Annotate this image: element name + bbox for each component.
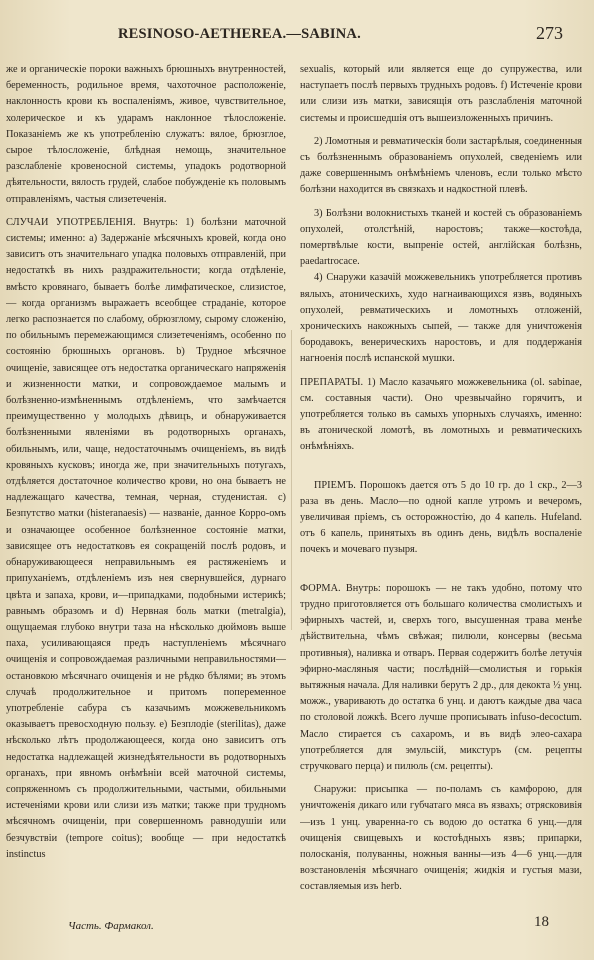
left-column <box>6 62 286 930</box>
running-title: RESINOSO-AETHEREA.—SABINA. <box>118 26 361 42</box>
paragraph: 3) Болѣзни волокнистыхъ тканей и костей съ образованіемъ опухолей, отолстѣній, наростовъ; также—костоѣда, помертвѣлые кости, выпреніе остей, англійская болѣзнь, paedartrocace. <box>300 207 582 268</box>
paragraph: ФОРМА. Внутрь: порошокъ — не такъ удобно, потому что трудно приготовляется отъ большаго количества смолистыхъ и эфирныхъ частей, и, сверхъ того, высушенная трава менѣе дѣйствительна, чѣмъ свѣжая; пилюли, консервы (весьма противныя), наливка и отваръ. Первая содержитъ болѣе летучія эфирно-масляныя части; послѣдній—смолистыя и горькія вытяжныя начала. Для наливки берутъ 2 др., для декокта ½ унц. можж., уваривають до остатка 6 унц. и даютъ каждые два часа по столовой ложкѣ. Всего лучше прописывать infuso-decoctum. Масло стирается съ сахаромъ, и въ видѣ элео-сахара употребляется для эмульсій, микстуръ (см. рецепты стручковаго перца) и пилюль (см. рецепты). <box>300 582 582 772</box>
page-header <box>0 20 594 50</box>
paragraph: СЛУЧАИ УПОТРЕБЛЕНІЯ. Внутрь: 1) болѣзни маточной системы; именно: a) Задержаніе мѣсячныхъ кровей, когда оно зависитъ отъ значительнаго упадка половыхъ отправленій, при недостаткѣ въ нихъ раздражительности; когда отдѣленіе, вмѣсто кровянаго, бываетъ болѣе лимфатическое, слизистое, — когда организмъ выражаетъ всеобщее страданіе, которое легко распознается по слабому, обрюзглому, сырому сложенію, по обильнымъ перемежающимся слизетеченіямъ, особенно по состоянію брюшныхъ органовъ. b) Трудное мѣсячное очищеніе, зависящее отъ недостатка органическаго напряженія и жизненности матки, и сопровождаемое малымъ и болѣзненно-измѣненнымъ отдѣленіемъ, что замѣчается преимущественно у молодыхъ дѣвицъ, и обнаруживается болѣзненными явленіями въ родотворныхъ органахъ, обильнымъ, или, чаще, недостаточнымъ очищеніемъ, въ видѣ кровяныхъ кусковъ; иногда же, при значительныхъ потугахъ, отдѣляется достаточное количество крови, но она бываетъ не надлежащаго качества, темная, черная, студенистая. c) Безпутство матки (histeranaesis) — названіе, данное Корро-омъ и означающее особенное болѣзненное состояніе матки, зависящее отъ недостатковъ ея сокращеній послѣ родовъ, и обнаруживающееся неправильнымъ ея растяженіемъ и припуханіемъ, отдѣленіемъ изъ нея свернувшейся, дурнаго цвѣта и запаха, крови, и—припадками, подобными истерикѣ; равнымъ образомъ и d) Нервная боль матки (metralgia), ощущаемая глубоко внутри таза на нѣсколько дюймовъ выше паха, усиливающаяся предъ наступленіемъ мѣсячнаго очищенія и сопровождаемая различными неправильностями—остановкою мѣсячнаго очищенія и не рѣдко бѣлями; въ этомъ случаѣ продолжительное и притомъ попеременное употребленіе сабура съ казачьимъ можжевельникомъ оказываетъ превосходную пользу. e) Безплодіе (sterilitas), даже нѣсколько лѣтъ продолжающееся, когда оно зависитъ отъ недостатка надлежащей жизнедѣятельности въ родотворныхъ органахъ, при явномъ онѣмѣніи всей маточной системы, сопряженномъ съ продолжительными, частыми, обильными истеченіями крови или слизи изъ матки; также при трудномъ мѣсячномъ очищеніи, при совершенномъ равнодушіи или безчувствіи (tempore coitus); вообще — при недостаткѣ instinctus <box>6 216 286 860</box>
signature-label: Часть. Фармакол. <box>68 920 154 932</box>
paragraph: ПРІЕМЪ. Порошокъ дается отъ 5 до 10 гр. до 1 скр., 2—3 раза въ день. Масло—по одной капле утромъ и вечеромъ, увеличивая пріемъ, съ осторожностію, до 4 капель. Hufeland. отъ 6 капель, принятыхъ въ одинъ день, видѣлъ воспаленіе почекъ и мочеваго пузыря. <box>300 479 582 556</box>
right-column <box>300 62 582 930</box>
paragraph: 4) Снаружи казачій можжевельникъ употребляется противъ вялыхъ, атоническихъ, худо нагнаивающихся язвъ, водяныхъ опухолей, ревматическихъ и ломотныхъ отложеній, хроническихъ накожныхъ сыпей, — также для уничтоженія бородавокъ, венерическихъ наростовъ, и для поддержанія нагноенія послѣ испанской мушки. <box>300 272 582 365</box>
signature-number: 18 <box>534 914 549 930</box>
page-number: 273 <box>536 23 563 43</box>
paragraph: же и органическіе пороки важныхъ брюшныхъ внутренностей, беременность, родильное время, чахоточное расположеніе, наклонность крови къ воспаленіямъ, живое, чувствительное, холерическое и къ ударамъ наклонное тѣлосложеніе. Показаніемъ же къ употребленію служатъ: вялое, брюзглое, сырое тѣлосложеніе, блѣдная немощь, значительное разслабленіе кровеносной системы, упадокъ родотворной дѣятельности, вялость грудей, слабое побужденіе къ половымъ отправленіямъ, частыя слизетеченія. <box>6 64 286 205</box>
paragraph: ПРЕПАРАТЫ. 1) Масло казачьяго можжевельника (ol. sabinae, см. составныя части). Оно чрезвычайно горячитъ, и употребляется только въ самыхъ упорныхъ случаяхъ, именно: въ атонической ломотѣ, въ ломотныхъ и ревматическихъ онѣмѣніяхъ. <box>300 376 582 453</box>
paragraph: sexualis, который или является еще до супружества, или наступаетъ послѣ первыхъ трудныхъ родовъ. f) Истеченіе крови или слизи изъ матки, зависящія отъ разслабленія маточной системы и происшедшія отъ вышеизложенныхъ причинъ. <box>300 64 582 124</box>
paragraph: Снаружи: присыпка — по-поламъ съ камфорою, для уничтоженія дикаго или губчатаго мяса въ язвахъ; отрясковивія—изъ 1 унц. уваренна-го съ водою до остатка 6 унц.—для очищенія свищевыхъ и костоѣдныхъ язвъ; припарки, полосканія, полуванны, ножныя ванны—изъ 4—6 унц.—для возстановленія мѣсячнаго очищенія; жидкія и густыя мази, составляемыя изъ herb. <box>300 784 582 893</box>
column-divider <box>291 330 292 630</box>
paragraph: 2) Ломотныя и ревматическія боли застарѣлыя, соединенныя съ болѣзненнымъ образованіемъ опухолей, сведеніемъ или даже совершеннымъ онѣмѣніемъ членовъ, если только мѣсто болѣзни находится въ связкахъ и надкостной плевѣ. <box>300 135 582 196</box>
